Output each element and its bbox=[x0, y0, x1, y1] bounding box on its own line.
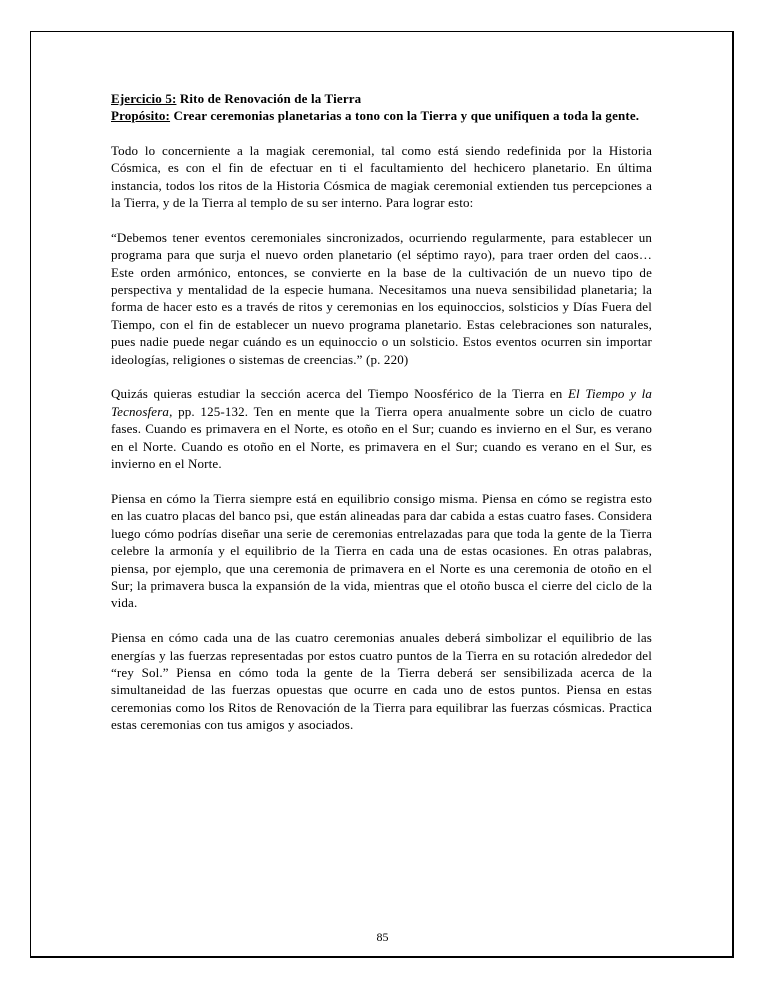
purpose-text: Crear ceremonias planetarias a tono con la Tierra y que unifiquen a toda la gente. bbox=[170, 108, 640, 124]
paragraph-intro: Todo lo concerniente a la magiak ceremonial, tal como está siendo redefinida por la Historia Cósmica, es con el fin de efectuar en ti el facultamiento del hechicero planetario. En última instancia, todos los ritos de la Historia Cósmica de magiak ceremonial extienden tus percepciones a la Tierra, y de la Tierra al templo de su ser interno. Para lograr esto: bbox=[111, 142, 652, 211]
purpose-label: Propósito: bbox=[111, 108, 171, 124]
paragraph-balance: Piensa en cómo la Tierra siempre está en equilibrio consigo misma. Piensa en cómo se registra esto en las cuatro placas del banco psi, que están alineadas para dar cabida a estas cuatro fases. Considera luego cómo podrías diseñar una serie de ceremonias entrelazadas para que toda la gente de la Tierra celebre la armonía y el equilibrio de la Tierra en cada una de estas ocasiones. En otras palabras, piensa, por ejemplo, que una ceremonia de primavera en el Norte es una ceremonia de otoño en el Sur; la primavera busca la expansión de la vida, mientras que el otoño busca el cierre del ciclo de la vida. bbox=[111, 490, 652, 611]
paragraph-ceremonies: Piensa en cómo cada una de las cuatro ceremonias anuales deberá simbolizar el equilibrio de las energías y las fuerzas representadas por estos cuatro puntos de la Tierra en su rotación alrededor del “rey Sol.” Piensa en cómo toda la gente de la Tierra deberá ser sensibilizada acerca de la simultaneidad de las fuerzas opuestas que ocurre en cada uno de estos puntos. Piensa en estas ceremonias como los Ritos de Renovación de la Tierra para equilibrar las fuerzas cósmicas. Practica estas ceremonias con tus amigos y asociados. bbox=[111, 630, 652, 733]
study-text-after: , pp. 125-132. Ten en mente que la Tierra opera anualmente sobre un ciclo de cuatro fases. Cuando es primavera en el Norte, es otoño en el Sur; cuando es invierno en el Sur, es verano en el Norte. Cuando es otoño en el Norte, es primavera en el Sur; cuando es verano en el Sur, es invierno en el Norte. bbox=[111, 403, 652, 472]
paragraph-quote: “Debemos tener eventos ceremoniales sincronizados, ocurriendo regularmente, para establecer un programa para que surja el nuevo orden planetario (el séptimo rayo), para traer orden del caos… Este orden armónico, entonces, se convierte en la base de la cultivación de un nuevo tipo de perspectiva y mentalidad de la especie humana. Necesitamos una nueva sensibilidad planetaria; la forma de hacer esto es a través de ritos y ceremonias en los equinoccios, solsticios y Días Fuera del Tiempo, con el fin de establecer un nuevo programa planetario. Estas celebraciones son naturales, pues nadie puede negar cuándo es un equinoccio o un solsticio. Estos eventos ocurren sin importar ideologías, religiones o sistemas de creencias.” (p. 220) bbox=[111, 229, 652, 367]
exercise-heading bbox=[111, 90, 652, 107]
exercise-label: Ejercicio 5: bbox=[111, 91, 177, 106]
document-body bbox=[111, 90, 652, 751]
page-number: 85 bbox=[376, 930, 389, 944]
paragraph-study bbox=[111, 385, 652, 472]
study-text-before: Quizás quieras estudiar la sección acerca del Tiempo Noosférico de la Tierra en bbox=[111, 386, 568, 402]
purpose-line bbox=[111, 107, 652, 124]
exercise-title: Rito de Renovación de la Tierra bbox=[176, 91, 362, 106]
study-book-title: El Tiempo y la Tecnosfera bbox=[111, 386, 652, 419]
